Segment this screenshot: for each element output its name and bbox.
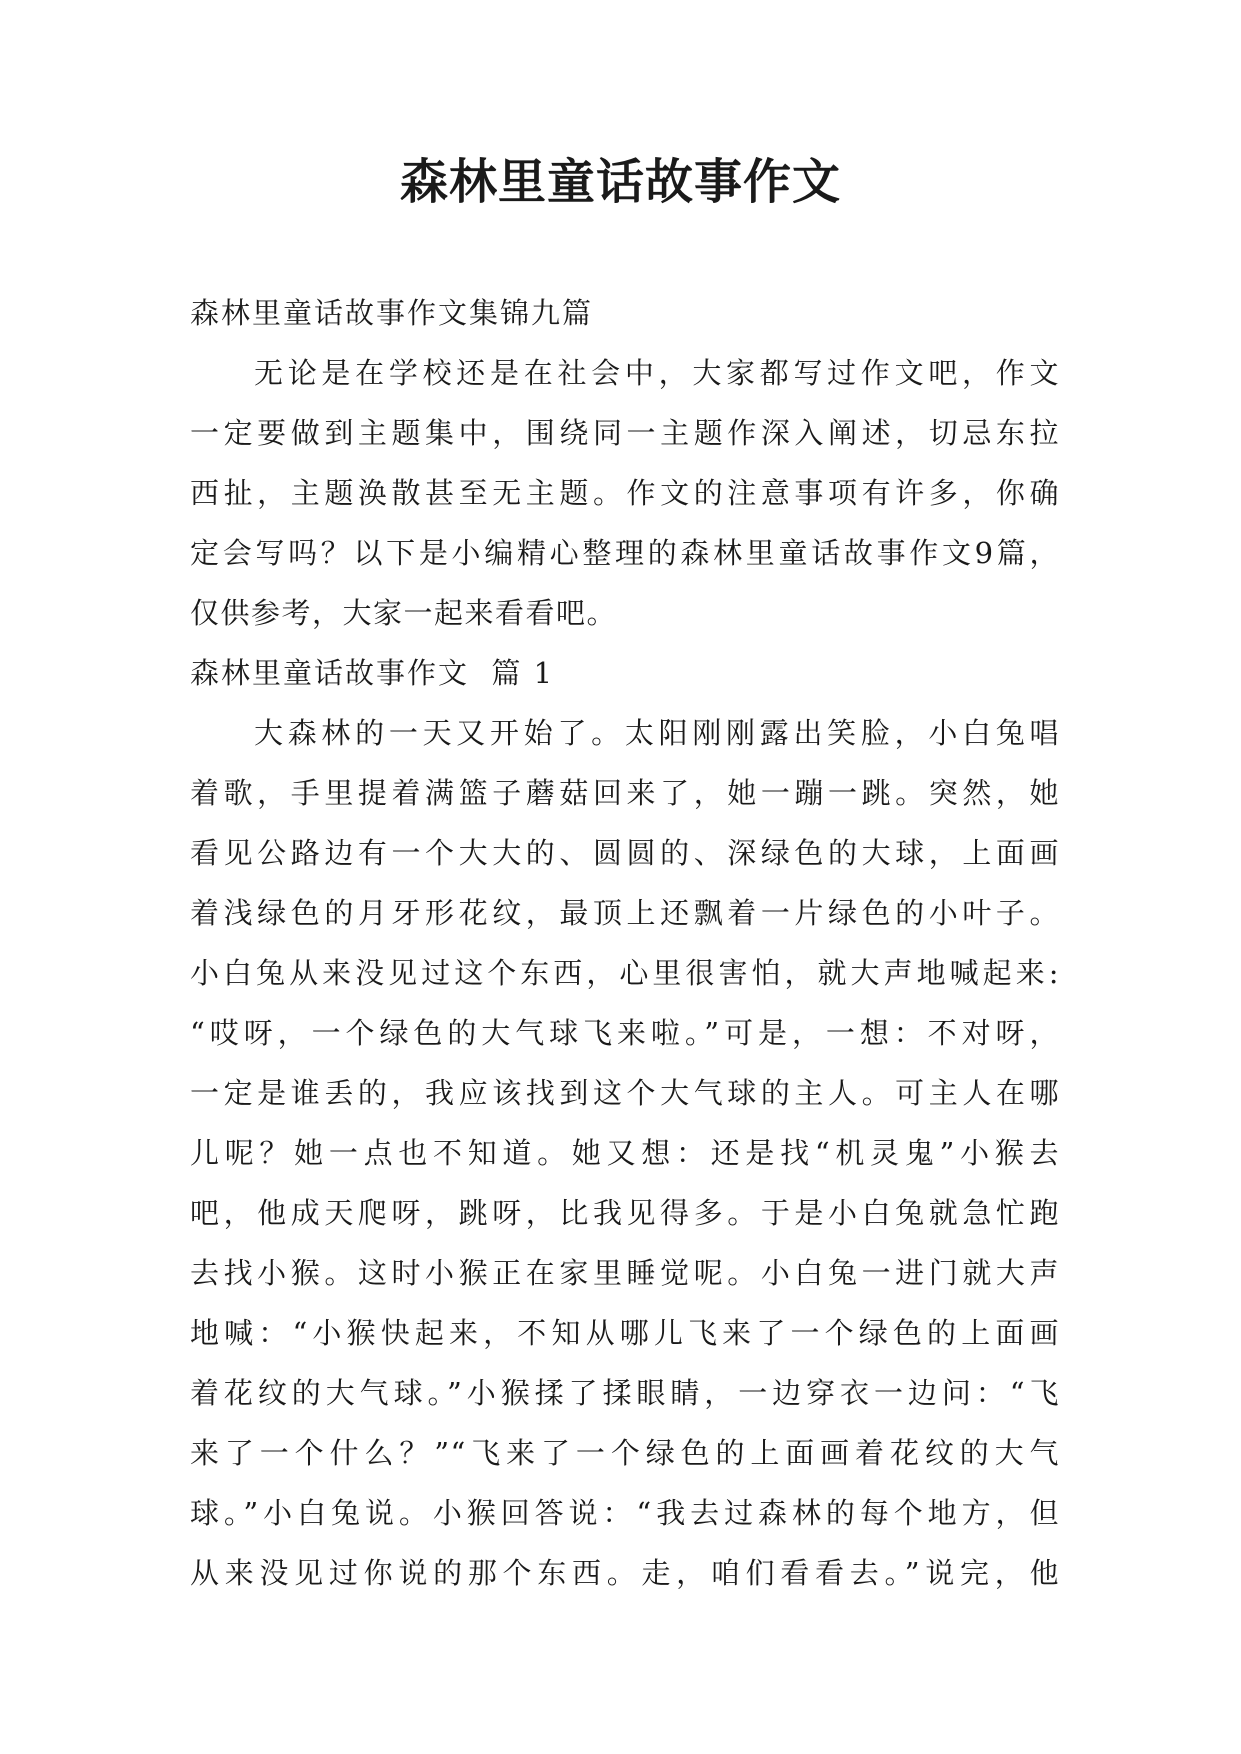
paragraph-line: 无论是在学校还是在社会中，大家都写过作文吧，作文 — [254, 356, 1060, 390]
paragraph-line: 西扯，主题涣散甚至无主题。作文的注意事项有许多，你确 — [190, 476, 1060, 510]
paragraph-line: 去找小猴。这时小猴正在家里睡觉呢。小白兔一进门就大声 — [190, 1256, 1060, 1290]
section-heading-collection: 森林里童话故事作文集锦九篇 — [190, 296, 594, 330]
section-heading-part-1: 森林里童话故事作文 篇 1 — [190, 656, 555, 690]
paragraph-line: 一定是谁丢的，我应该找到这个大气球的主人。可主人在哪 — [190, 1076, 1060, 1110]
paragraph-line: 着浅绿色的月牙形花纹，最顶上还飘着一片绿色的小叶子。 — [190, 896, 1060, 930]
paragraph-line: 看见公路边有一个大大的、圆圆的、深绿色的大球，上面画 — [190, 836, 1060, 870]
paragraph-line: 球。”小白兔说。小猴回答说：“我去过森林的每个地方，但 — [190, 1496, 1060, 1530]
paragraph-line: 定会写吗？以下是小编精心整理的森林里童话故事作文9篇， — [190, 536, 1060, 570]
paragraph-line: 大森林的一天又开始了。太阳刚刚露出笑脸，小白兔唱 — [254, 716, 1060, 750]
paragraph-line: 一定要做到主题集中，围绕同一主题作深入阐述，切忌东拉 — [190, 416, 1060, 450]
document-body — [190, 283, 1060, 1603]
paragraph-line: 儿呢？她一点也不知道。她又想：还是找“机灵鬼”小猴去 — [190, 1136, 1060, 1170]
paragraph-line: 从来没见过你说的那个东西。走，咱们看看去。”说完，他 — [190, 1556, 1060, 1590]
paragraph-line: 着花纹的大气球。”小猴揉了揉眼睛，一边穿衣一边问：“飞 — [190, 1376, 1060, 1410]
paragraph-line: “哎呀，一个绿色的大气球飞来啦。”可是，一想：不对呀， — [190, 1016, 1060, 1050]
paragraph-line: 小白兔从来没见过这个东西，心里很害怕，就大声地喊起来: — [190, 956, 1060, 990]
paragraph-line: 来了一个什么？”“飞来了一个绿色的上面画着花纹的大气 — [190, 1436, 1060, 1470]
paragraph-line: 仅供参考，大家一起来看看吧。 — [190, 596, 618, 630]
paragraph-line: 着歌，手里提着满篮子蘑菇回来了，她一蹦一跳。突然，她 — [190, 776, 1060, 810]
document-title: 森林里童话故事作文 — [399, 154, 841, 210]
paragraph-line: 吧，他成天爬呀，跳呀，比我见得多。于是小白兔就急忙跑 — [190, 1196, 1060, 1230]
paragraph-line: 地喊：“小猴快起来，不知从哪儿飞来了一个绿色的上面画 — [190, 1316, 1060, 1350]
